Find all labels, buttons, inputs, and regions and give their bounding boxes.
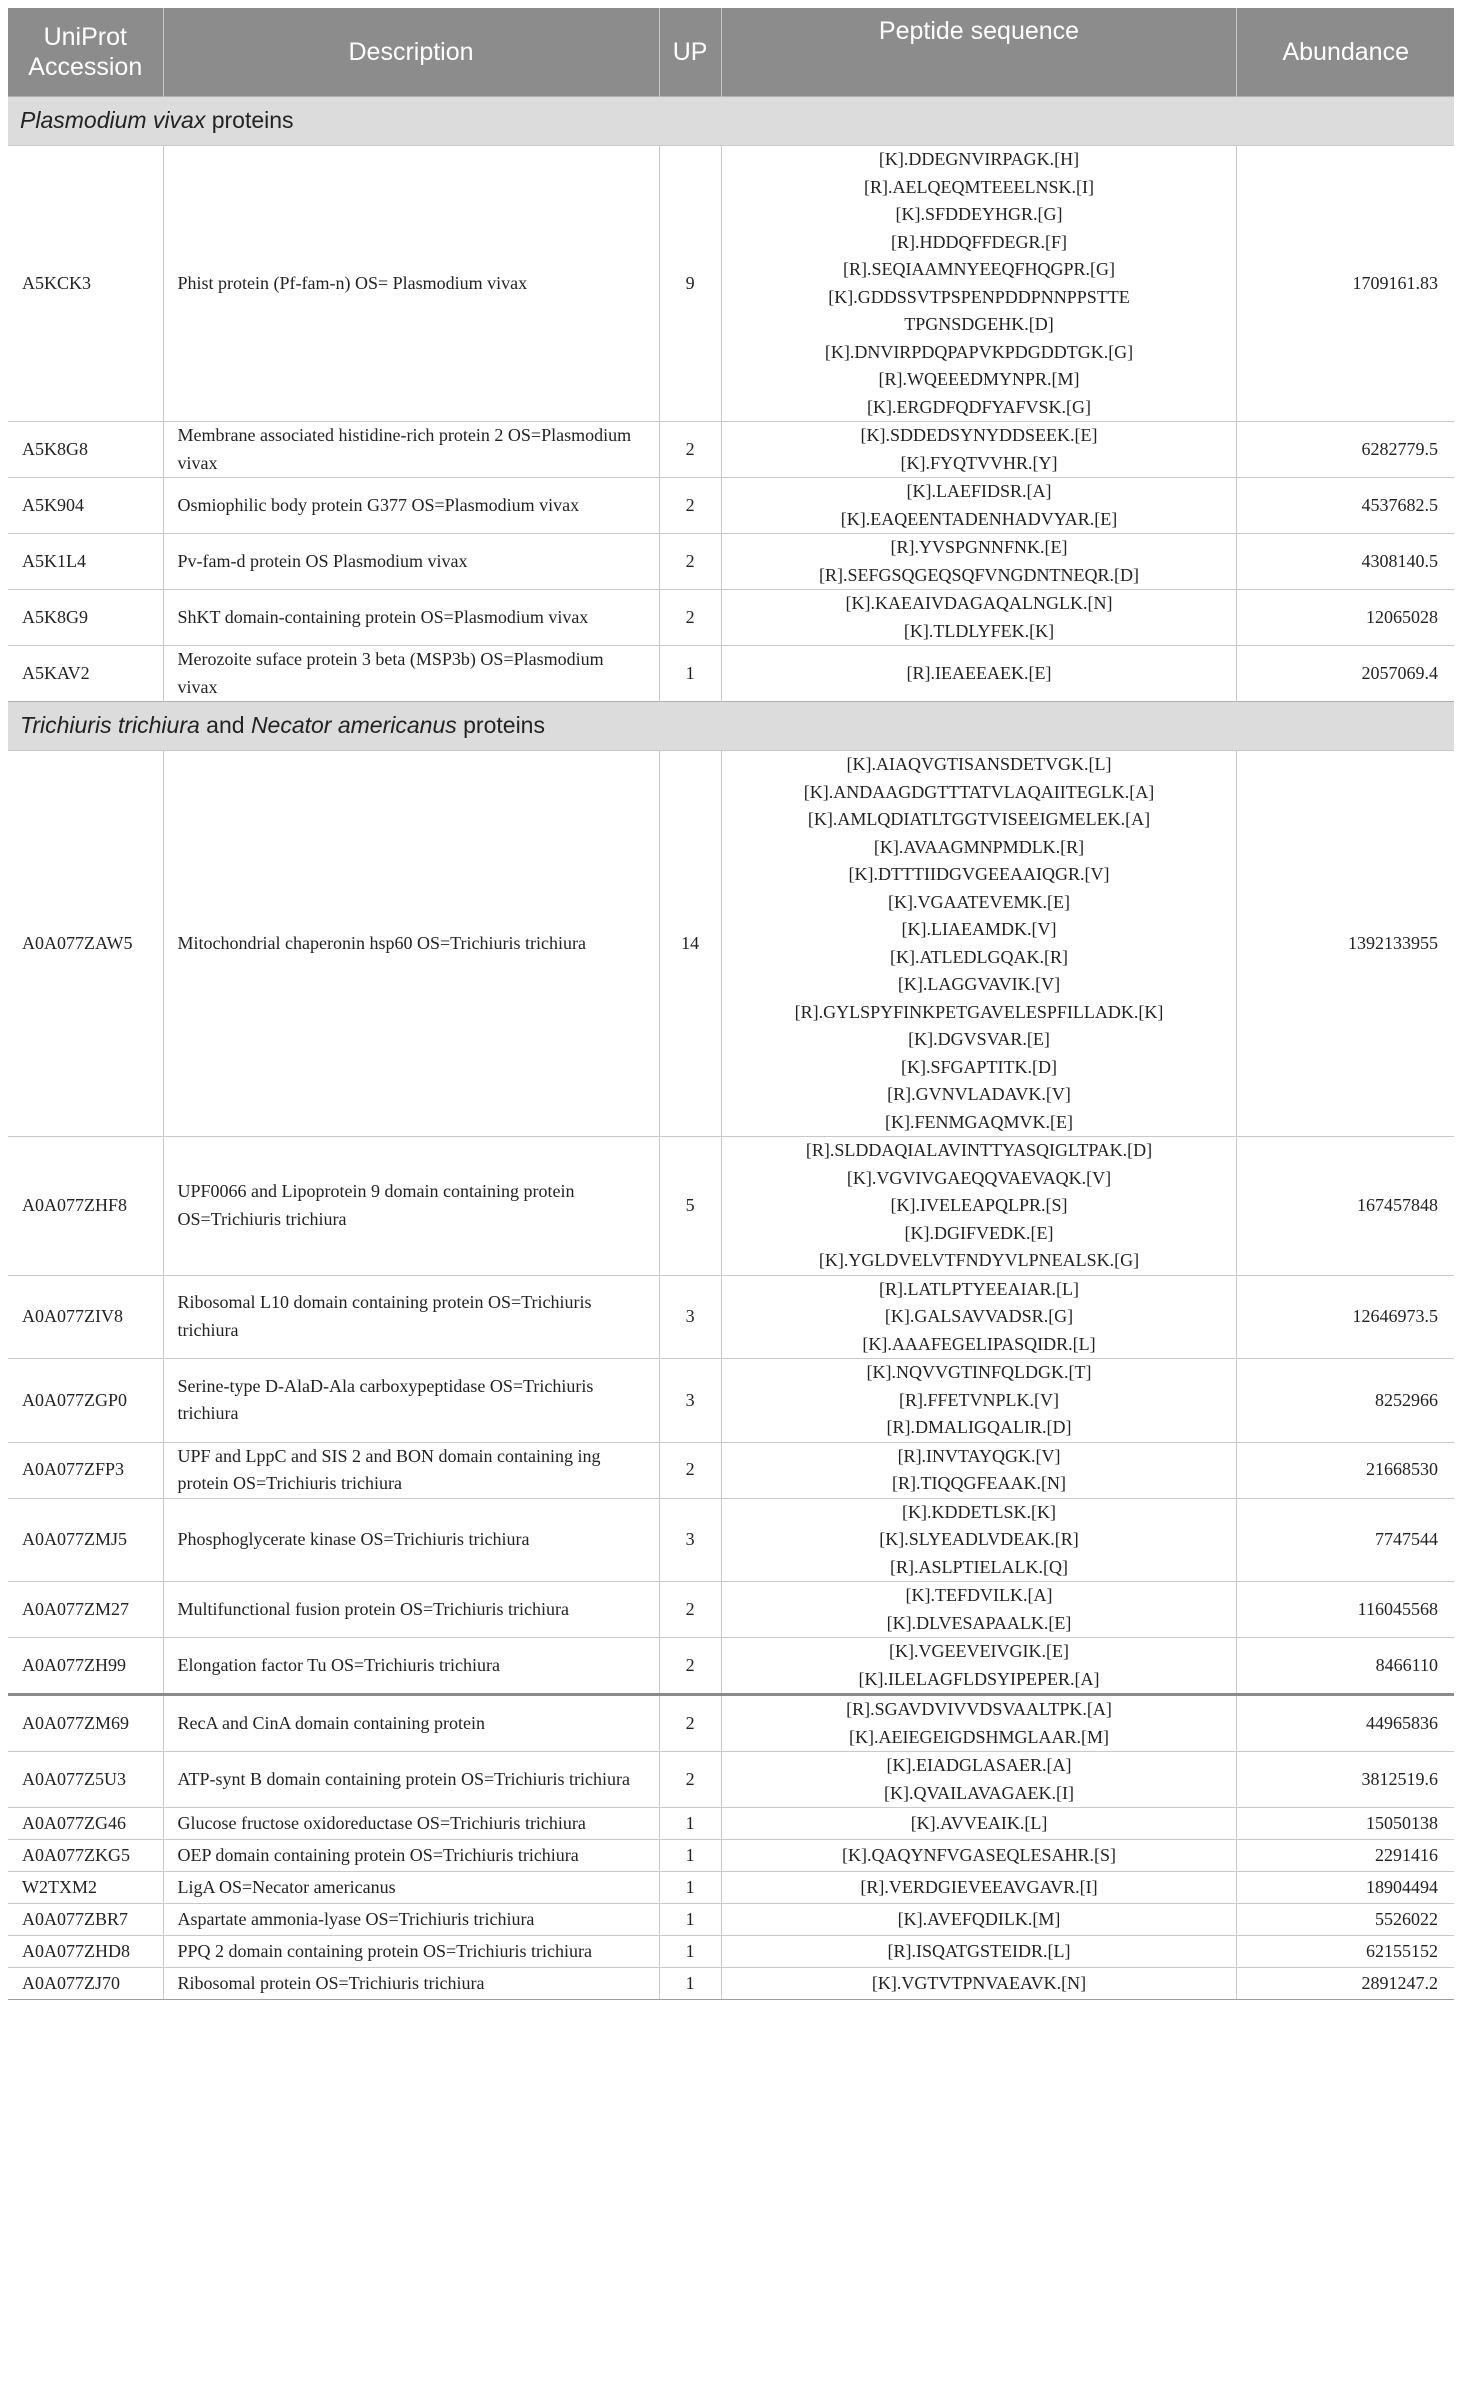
- description-cell: PPQ 2 domain containing protein OS=Trichiuris trichiura: [163, 1936, 659, 1968]
- table-row: [8, 646, 1454, 702]
- abundance-cell: 5526022: [1237, 1904, 1454, 1936]
- description-cell: Serine-type D-AlaD-Ala carboxypeptidase OS=Trichiuris trichiura: [163, 1359, 659, 1443]
- peptide-line: [K].YGLDVELVTFNDYVLPNEALSK.[G]: [818, 1250, 1140, 1270]
- peptide-line: [K].AVVEAIK.[L]: [910, 1812, 1048, 1833]
- section-title: [8, 97, 1454, 146]
- description-cell: UPF and LppC and SIS 2 and BON domain containing ing protein OS=Trichiuris trichiura: [163, 1442, 659, 1498]
- table-row: [8, 478, 1454, 534]
- description-cell: Glucose fructose oxidoreductase OS=Trichiuris trichiura: [163, 1808, 659, 1840]
- abundance-cell: 44965836: [1237, 1695, 1454, 1752]
- peptide-line: [R].INVTAYQGK.[V]: [897, 1445, 1061, 1466]
- abundance-cell: 12065028: [1237, 590, 1454, 646]
- peptide-line: [K].QVAILAVAGAEK.[I]: [884, 1782, 1074, 1803]
- accession-cell: A0A077ZM27: [8, 1582, 163, 1638]
- peptide-line: [K].DNVIRPDQPAPVKPDGDDTGK.[G]: [824, 341, 1134, 362]
- peptide-line: [K].DGIFVEDK.[E]: [904, 1222, 1054, 1243]
- peptide-line: [K].SFDDEYHGR.[G]: [895, 204, 1063, 224]
- table-row: [8, 751, 1454, 1137]
- abundance-cell: 21668530: [1237, 1442, 1454, 1498]
- peptide-line: [K].AVAAGMNPMDLK.[R]: [873, 836, 1085, 857]
- peptide-sequence-cell: [721, 146, 1237, 422]
- protein-table: [8, 8, 1454, 2000]
- peptide-line: [R].DMALIGQALIR.[D]: [886, 1417, 1072, 1437]
- table-row: [8, 1695, 1454, 1752]
- peptide-sequence-cell: [721, 1695, 1237, 1752]
- peptide-line: [R].SEFGSQGEQSQFVNGDNTNEQR.[D]: [819, 564, 1140, 585]
- table-row: [8, 1137, 1454, 1276]
- peptide-line: [K].AMLQDIATLTGGTVISEEIGMELEK.[A]: [807, 809, 1151, 829]
- peptide-line: [K].LAGGVAVIK.[V]: [897, 974, 1061, 994]
- peptide-sequence-cell: [721, 1442, 1237, 1498]
- peptide-sequence-cell: [721, 1904, 1237, 1936]
- up-cell: 14: [659, 751, 721, 1137]
- header-peptide-sequence: Peptide sequence: [721, 8, 1237, 97]
- peptide-line: [K].VGEEVEIVGIK.[E]: [889, 1641, 1069, 1661]
- description-cell: ShKT domain-containing protein OS=Plasmodium vivax: [163, 590, 659, 646]
- peptide-line: [K].QAQYNFVGASEQLESAHR.[S]: [842, 1844, 1116, 1865]
- up-cell: 1: [659, 1904, 721, 1936]
- peptide-sequence-cell: [721, 1872, 1237, 1904]
- abundance-cell: 2057069.4: [1237, 646, 1454, 702]
- peptide-sequence-cell: [721, 534, 1237, 590]
- table-row: [8, 1936, 1454, 1968]
- up-cell: 1: [659, 1936, 721, 1968]
- peptide-line: [R].FFETVNPLK.[V]: [899, 1389, 1059, 1410]
- section-title-part: proteins: [456, 712, 545, 739]
- peptide-line: [R].ISQATGSTEIDR.[L]: [887, 1940, 1071, 1961]
- peptide-line: [K].GALSAVVADSR.[G]: [884, 1306, 1074, 1326]
- peptide-line: [R].ASLPTIELALK.[Q]: [890, 1556, 1068, 1577]
- accession-cell: A0A077ZBR7: [8, 1904, 163, 1936]
- peptide-line: [K].KAEAIVDAGAQALNGLK.[N]: [845, 593, 1113, 613]
- description-cell: Membrane associated histidine-rich protein 2 OS=Plasmodium vivax: [163, 422, 659, 478]
- header-description: Description: [163, 8, 659, 97]
- peptide-line: [K].EAQEENTADENHADVYAR.[E]: [840, 508, 1118, 529]
- peptide-line: [R].AELQEQMTEEELNSK.[I]: [864, 176, 1094, 197]
- up-cell: 3: [659, 1275, 721, 1359]
- abundance-cell: 116045568: [1237, 1582, 1454, 1638]
- peptide-sequence-cell: [721, 1936, 1237, 1968]
- peptide-line: [K].SLYEADLVDEAK.[R]: [879, 1529, 1079, 1549]
- up-cell: 9: [659, 146, 721, 422]
- description-cell: Elongation factor Tu OS=Trichiuris trichiura: [163, 1638, 659, 1695]
- abundance-cell: 1709161.83: [1237, 146, 1454, 422]
- abundance-cell: 8252966: [1237, 1359, 1454, 1443]
- accession-cell: A5KCK3: [8, 146, 163, 422]
- peptide-line: [R].VERDGIEVEEAVGAVR.[I]: [860, 1876, 1098, 1897]
- peptide-line: [K].SDDEDSYNYDDSEEK.[E]: [860, 425, 1098, 445]
- accession-cell: A5K8G9: [8, 590, 163, 646]
- up-cell: 3: [659, 1498, 721, 1582]
- description-cell: Osmiophilic body protein G377 OS=Plasmodium vivax: [163, 478, 659, 534]
- description-cell: Phosphoglycerate kinase OS=Trichiuris trichiura: [163, 1498, 659, 1582]
- up-cell: 2: [659, 1582, 721, 1638]
- accession-cell: A5KAV2: [8, 646, 163, 702]
- peptide-line: [K].SFGAPTITK.[D]: [901, 1056, 1057, 1077]
- abundance-cell: 4308140.5: [1237, 534, 1454, 590]
- table-row: [8, 1638, 1454, 1695]
- description-cell: UPF0066 and Lipoprotein 9 domain containing protein OS=Trichiuris trichiura: [163, 1137, 659, 1276]
- peptide-line: [R].WQEEEDMYNPR.[M]: [878, 369, 1080, 389]
- peptide-sequence-cell: [721, 1840, 1237, 1872]
- peptide-line: [K].AVEFQDILK.[M]: [897, 1908, 1061, 1929]
- section-header-row: [8, 97, 1454, 146]
- table-row: [8, 422, 1454, 478]
- header-accession: UniProt Accession: [8, 8, 163, 97]
- header-abundance: Abundance: [1237, 8, 1454, 97]
- table-row: [8, 1442, 1454, 1498]
- peptide-line: [K].DGVSVAR.[E]: [908, 1029, 1050, 1049]
- abundance-cell: 6282779.5: [1237, 422, 1454, 478]
- peptide-line: [K].FENMGAQMVK.[E]: [885, 1111, 1073, 1132]
- peptide-line: [K].TLDLYFEK.[K]: [903, 620, 1055, 641]
- peptide-line: [K].LIAEAMDK.[V]: [901, 919, 1057, 939]
- table-row: [8, 1275, 1454, 1359]
- accession-cell: A0A077ZJ70: [8, 1968, 163, 2000]
- abundance-cell: 2891247.2: [1237, 1968, 1454, 2000]
- table-row: [8, 1840, 1454, 1872]
- up-cell: 2: [659, 534, 721, 590]
- accession-cell: W2TXM2: [8, 1872, 163, 1904]
- peptide-sequence-cell: [721, 1968, 1237, 2000]
- description-cell: OEP domain containing protein OS=Trichiuris trichiura: [163, 1840, 659, 1872]
- peptide-line: [K].DDEGNVIRPAGK.[H]: [878, 149, 1080, 169]
- peptide-line: [R].SLDDAQIALAVINTTYASQIGLTPAK.[D]: [805, 1140, 1153, 1160]
- peptide-sequence-cell: [721, 1752, 1237, 1808]
- peptide-sequence-cell: [721, 1137, 1237, 1276]
- section-title-part: and: [199, 712, 251, 739]
- table-row: [8, 1359, 1454, 1443]
- table-body: [8, 97, 1454, 2000]
- table-row: [8, 1872, 1454, 1904]
- description-cell: RecA and CinA domain containing protein: [163, 1695, 659, 1752]
- peptide-line: [R].IEAEEAEK.[E]: [906, 662, 1052, 683]
- table-row: [8, 1968, 1454, 2000]
- accession-cell: A0A077ZMJ5: [8, 1498, 163, 1582]
- section-title-part: Necator americanus: [250, 712, 457, 739]
- peptide-sequence-cell: [721, 1582, 1237, 1638]
- section-title-part: Plasmodium vivax: [20, 107, 206, 134]
- up-cell: 2: [659, 1752, 721, 1808]
- peptide-line: [K].FYQTVVHR.[Y]: [900, 452, 1058, 473]
- description-cell: Merozoite suface protein 3 beta (MSP3b) OS=Plasmodium vivax: [163, 646, 659, 702]
- up-cell: 2: [659, 478, 721, 534]
- accession-cell: A5K904: [8, 478, 163, 534]
- abundance-cell: 4537682.5: [1237, 478, 1454, 534]
- up-cell: 2: [659, 1638, 721, 1695]
- peptide-sequence-cell: [721, 1275, 1237, 1359]
- peptide-line: [K].ATLEDLGQAK.[R]: [890, 946, 1068, 967]
- up-cell: 1: [659, 1808, 721, 1840]
- peptide-line: [K].TEFDVILK.[A]: [905, 1585, 1053, 1605]
- section-header-row: [8, 702, 1454, 751]
- peptide-line: [K].AIAQVGTISANSDETVGK.[L]: [846, 754, 1112, 774]
- peptide-line: [K].AAAFEGELIPASQIDR.[L]: [862, 1333, 1096, 1354]
- peptide-line: [K].DTTTIIDGVGEEAAIQGR.[V]: [848, 864, 1110, 884]
- up-cell: 1: [659, 1872, 721, 1904]
- description-cell: Ribosomal protein OS=Trichiuris trichiura: [163, 1968, 659, 2000]
- peptide-sequence-cell: [721, 478, 1237, 534]
- abundance-cell: 8466110: [1237, 1638, 1454, 1695]
- table-row: [8, 1752, 1454, 1808]
- peptide-line: [K].KDDETLSK.[K]: [902, 1501, 1056, 1522]
- peptide-line: [K].IVELEAPQLPR.[S]: [890, 1195, 1068, 1215]
- peptide-sequence-cell: [721, 751, 1237, 1137]
- peptide-line: [R].TIQQGFEAAK.[N]: [892, 1473, 1066, 1493]
- accession-cell: A0A077Z5U3: [8, 1752, 163, 1808]
- table-row: [8, 1582, 1454, 1638]
- up-cell: 1: [659, 1840, 721, 1872]
- peptide-sequence-cell: [721, 1638, 1237, 1695]
- accession-cell: A0A077ZAW5: [8, 751, 163, 1137]
- description-cell: ATP-synt B domain containing protein OS=Trichiuris trichiura: [163, 1752, 659, 1808]
- peptide-sequence-cell: [721, 1359, 1237, 1443]
- description-cell: Pv-fam-d protein OS Plasmodium vivax: [163, 534, 659, 590]
- accession-cell: A5K1L4: [8, 534, 163, 590]
- table-row: [8, 146, 1454, 422]
- up-cell: 1: [659, 646, 721, 702]
- up-cell: 2: [659, 1695, 721, 1752]
- abundance-cell: 3812519.6: [1237, 1752, 1454, 1808]
- peptide-line: [K].VGVIVGAEQQVAEVAQK.[V]: [846, 1167, 1112, 1188]
- peptide-sequence-cell: [721, 1808, 1237, 1840]
- table-row: [8, 1904, 1454, 1936]
- peptide-line: [R].GYLSPYFINKPETGAVELESPFILLADK.[K]: [794, 1001, 1164, 1022]
- accession-cell: A0A077ZKG5: [8, 1840, 163, 1872]
- section-title-part: proteins: [205, 107, 294, 134]
- description-cell: Phist protein (Pf-fam-n) OS= Plasmodium vivax: [163, 146, 659, 422]
- accession-cell: A0A077ZH99: [8, 1638, 163, 1695]
- peptide-line: [K].EIADGLASAER.[A]: [886, 1755, 1072, 1775]
- up-cell: 2: [659, 590, 721, 646]
- up-cell: 5: [659, 1137, 721, 1276]
- section-title: [8, 702, 1454, 751]
- abundance-cell: 167457848: [1237, 1137, 1454, 1276]
- peptide-line: [R].GVNVLADAVK.[V]: [887, 1084, 1071, 1104]
- up-cell: 2: [659, 1442, 721, 1498]
- section-title-part: Trichiuris trichiura: [20, 712, 200, 739]
- description-cell: Ribosomal L10 domain containing protein OS=Trichiuris trichiura: [163, 1275, 659, 1359]
- table-row: [8, 590, 1454, 646]
- accession-cell: A0A077ZM69: [8, 1695, 163, 1752]
- description-cell: Multifunctional fusion protein OS=Trichiuris trichiura: [163, 1582, 659, 1638]
- accession-cell: A0A077ZIV8: [8, 1275, 163, 1359]
- peptide-line: [R].LATLPTYEEAIAR.[L]: [879, 1278, 1079, 1299]
- peptide-line: [R].SGAVDVIVVDSVAALTPK.[A]: [846, 1699, 1112, 1719]
- accession-cell: A0A077ZHD8: [8, 1936, 163, 1968]
- peptide-line: [R].YVSPGNNFNK.[E]: [890, 537, 1068, 557]
- peptide-line: [K].VGTVTPNVAEAVK.[N]: [871, 1972, 1087, 1993]
- table-row: [8, 1808, 1454, 1840]
- accession-cell: A5K8G8: [8, 422, 163, 478]
- peptide-sequence-cell: [721, 422, 1237, 478]
- accession-cell: A0A077ZHF8: [8, 1137, 163, 1276]
- header-up: UP: [659, 8, 721, 97]
- abundance-cell: 12646973.5: [1237, 1275, 1454, 1359]
- abundance-cell: 7747544: [1237, 1498, 1454, 1582]
- peptide-line: [K].DLVESAPAALK.[E]: [886, 1612, 1072, 1633]
- peptide-line: [K].LAEFIDSR.[A]: [906, 481, 1052, 501]
- table-header: [8, 8, 1454, 97]
- abundance-cell: 18904494: [1237, 1872, 1454, 1904]
- peptide-sequence-cell: [721, 646, 1237, 702]
- peptide-sequence-cell: [721, 1498, 1237, 1582]
- peptide-line: [R].HDDQFFDEGR.[F]: [891, 231, 1068, 252]
- peptide-line: [K].GDDSSVTPSPENPDDPNNPPSTTE: [828, 286, 1130, 307]
- header-row: [8, 8, 1454, 97]
- accession-cell: A0A077ZFP3: [8, 1442, 163, 1498]
- description-cell: Aspartate ammonia-lyase OS=Trichiuris trichiura: [163, 1904, 659, 1936]
- peptide-line: [K].NQVVGTINFQLDGK.[T]: [866, 1362, 1092, 1382]
- up-cell: 2: [659, 422, 721, 478]
- peptide-sequence-cell: [721, 590, 1237, 646]
- description-cell: Mitochondrial chaperonin hsp60 OS=Trichiuris trichiura: [163, 751, 659, 1137]
- table-row: [8, 534, 1454, 590]
- peptide-line: [K].ANDAAGDGTTTATVLAQAIITEGLK.[A]: [803, 781, 1155, 802]
- up-cell: 1: [659, 1968, 721, 2000]
- abundance-cell: 15050138: [1237, 1808, 1454, 1840]
- up-cell: 3: [659, 1359, 721, 1443]
- accession-cell: A0A077ZGP0: [8, 1359, 163, 1443]
- abundance-cell: 62155152: [1237, 1936, 1454, 1968]
- peptide-line: [K].VGAATEVEMK.[E]: [888, 891, 1070, 912]
- peptide-line: [K].AEIEGEIGDSHMGLAAR.[M]: [849, 1726, 1109, 1747]
- peptide-line: [K].ILELAGFLDSYIPEPER.[A]: [858, 1668, 1100, 1689]
- description-cell: LigA OS=Necator americanus: [163, 1872, 659, 1904]
- peptide-line: [R].SEQIAAMNYEEQFHQGPR.[G]: [843, 259, 1115, 279]
- peptide-line: TPGNSDGEHK.[D]: [904, 314, 1054, 334]
- abundance-cell: 1392133955: [1237, 751, 1454, 1137]
- table-row: [8, 1498, 1454, 1582]
- peptide-line: [K].ERGDFQDFYAFVSK.[G]: [867, 396, 1092, 417]
- accession-cell: A0A077ZG46: [8, 1808, 163, 1840]
- abundance-cell: 2291416: [1237, 1840, 1454, 1872]
